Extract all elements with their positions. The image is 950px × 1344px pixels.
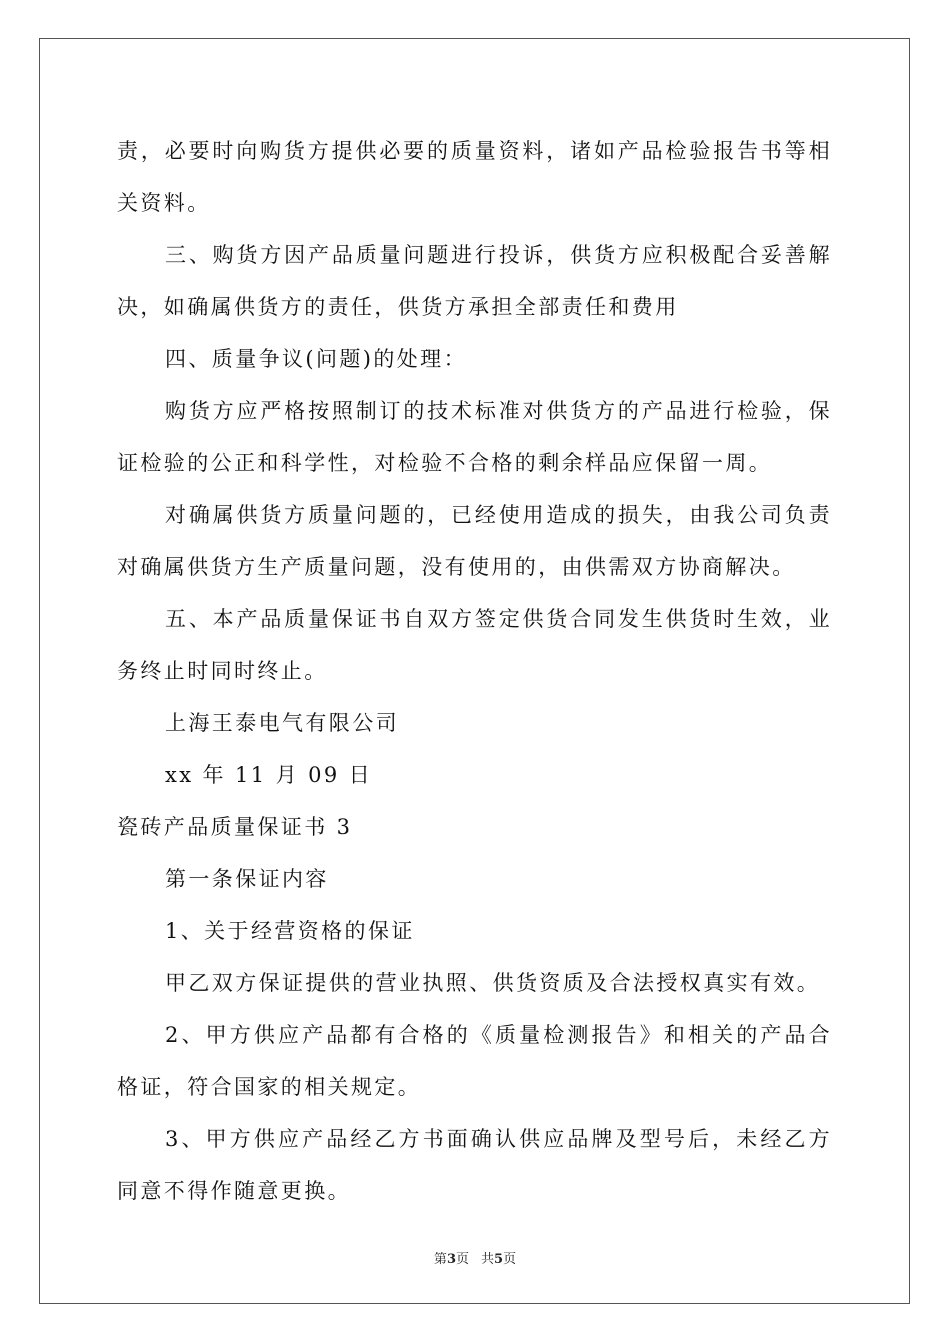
paragraph-line: 3、甲方供应产品经乙方书面确认供应品牌及型号后，未经乙方 bbox=[165, 1127, 832, 1151]
clause-heading: 1、关于经营资格的保证 bbox=[165, 919, 415, 943]
total-prefix: 共 bbox=[481, 1252, 495, 1267]
section-heading: 四、质量争议(问题)的处理： bbox=[165, 347, 467, 371]
company-name: 上海王泰电气有限公司 bbox=[165, 711, 399, 735]
page-suffix: 页 bbox=[455, 1252, 469, 1267]
paragraph-line: 购货方应严格按照制订的技术标准对供货方的产品进行检验，保 bbox=[165, 399, 832, 423]
document-date: xx 年 11 月 09 日 bbox=[165, 763, 373, 787]
page-footer bbox=[0, 1248, 950, 1267]
paragraph-line: 对确属供货方生产质量问题，没有使用的，由供需双方协商解决。 bbox=[117, 555, 796, 579]
paragraph-line: 责，必要时向购货方提供必要的质量资料，诸如产品检验报告书等相 bbox=[117, 139, 832, 163]
document-title: 瓷砖产品质量保证书 3 bbox=[117, 815, 353, 839]
page-number: 3 bbox=[446, 1252, 456, 1267]
paragraph-line: 同意不得作随意更换。 bbox=[117, 1179, 351, 1203]
page-prefix: 第 bbox=[433, 1252, 447, 1267]
total-pages: 5 bbox=[494, 1252, 504, 1267]
paragraph-line: 甲乙双方保证提供的营业执照、供货资质及合法授权真实有效。 bbox=[165, 971, 821, 995]
paragraph-line: 五、本产品质量保证书自双方签定供货合同发生供货时生效，业 bbox=[165, 607, 832, 631]
paragraph-line: 三、购货方因产品质量问题进行投诉，供货方应积极配合妥善解 bbox=[165, 243, 832, 267]
paragraph-line: 务终止时同时终止。 bbox=[117, 659, 328, 683]
paragraph-line: 关资料。 bbox=[117, 191, 211, 215]
total-suffix: 页 bbox=[503, 1252, 517, 1267]
paragraph-line: 2、甲方供应产品都有合格的《质量检测报告》和相关的产品合 bbox=[165, 1023, 832, 1047]
document-body bbox=[117, 125, 832, 1217]
paragraph-line: 证检验的公正和科学性，对检验不合格的剩余样品应保留一周。 bbox=[117, 451, 773, 475]
paragraph-line: 格证，符合国家的相关规定。 bbox=[117, 1075, 422, 1099]
article-heading: 第一条保证内容 bbox=[165, 867, 329, 891]
paragraph-line: 对确属供货方质量问题的，已经使用造成的损失，由我公司负责 bbox=[165, 503, 832, 527]
paragraph-line: 决，如确属供货方的责任，供货方承担全部责任和费用 bbox=[117, 295, 679, 319]
